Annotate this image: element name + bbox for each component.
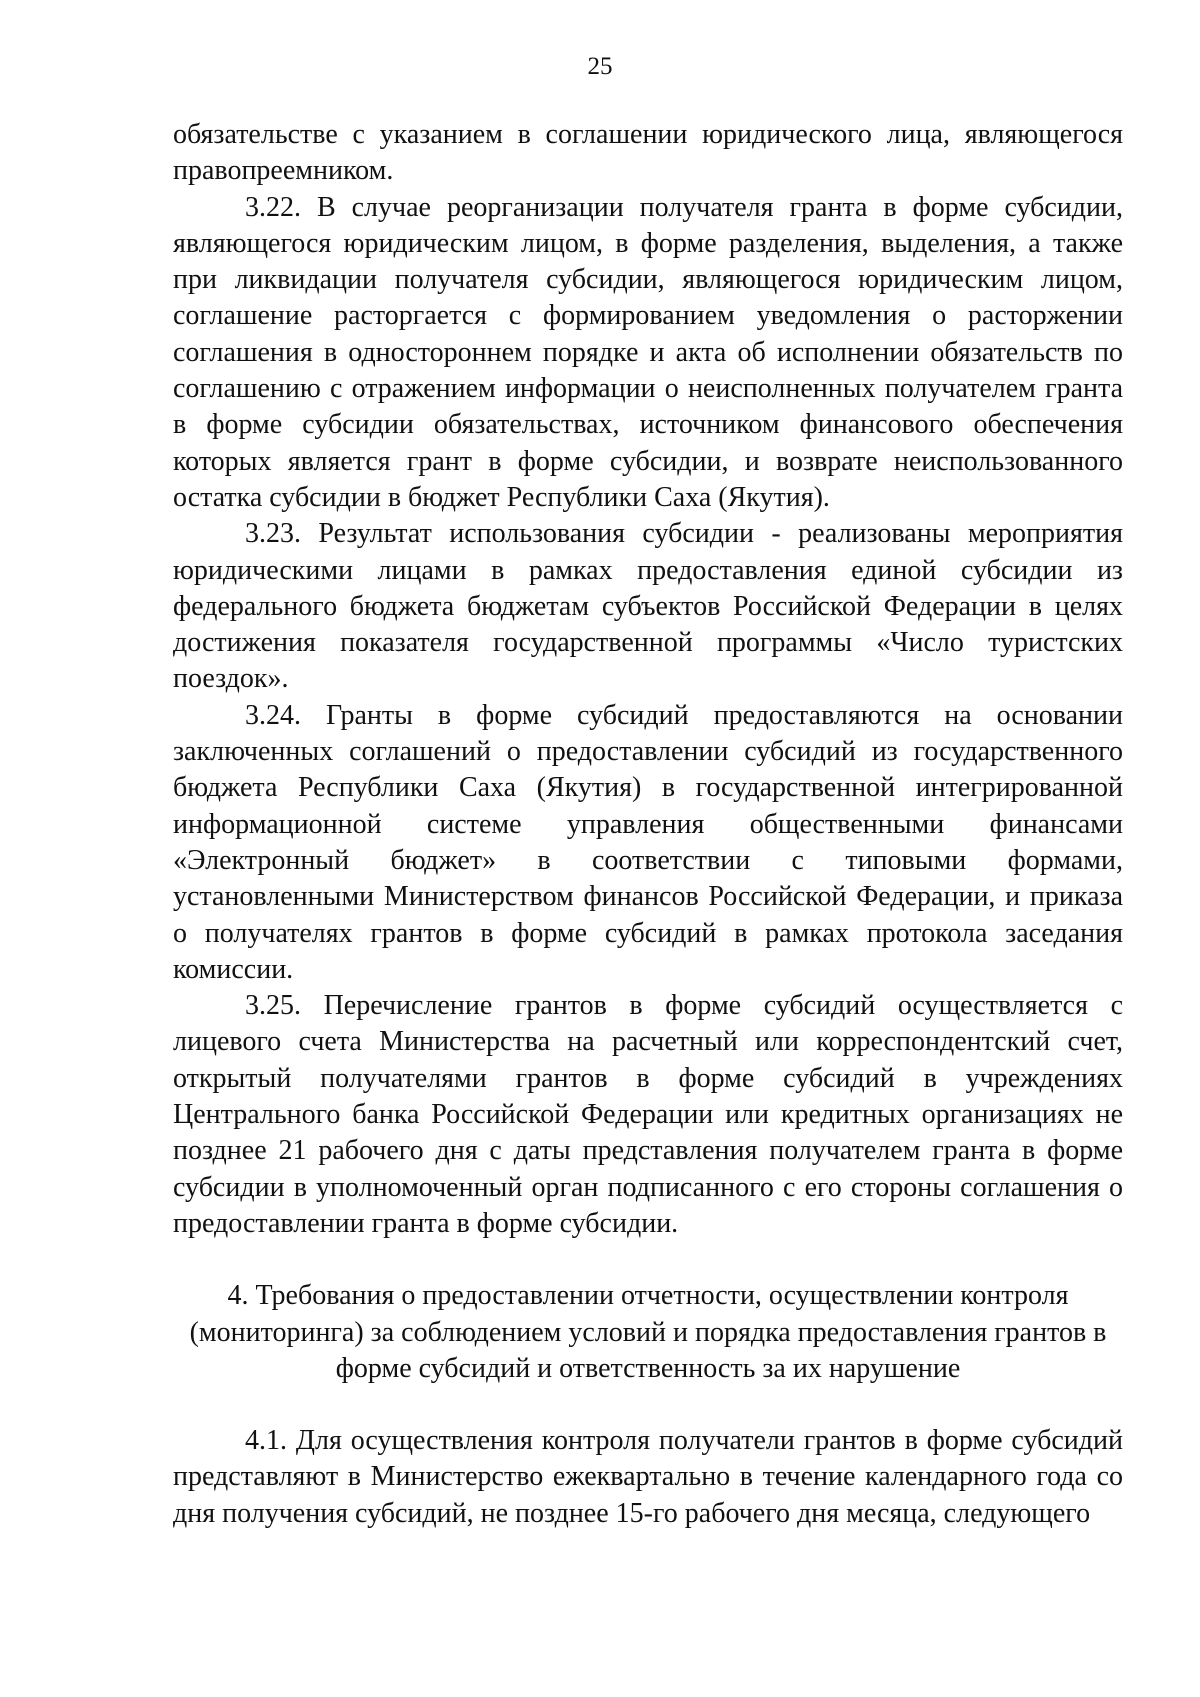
- section-heading: 4. Требования о предоставлении отчетности, осуществлении контроля (мониторинга) за соблюдением условий и порядка предоставления грантов в форме субсидий и ответственность за их нарушение: [189, 1280, 1107, 1384]
- page-number: 25: [587, 53, 613, 80]
- paragraph-3-24: 3.24. Гранты в форме субсидий предоставляются на основании заключенных соглашений о предоставлении субсидий из государственного бюджета Республики Саха (Якутия) в государственной интегрированной информационной системе управления общественными финансами «Электронный бюджет» в соответствии с типовыми формами, установленными Министерством финансов Российской Федерации, и приказа о получателях грантов в форме субсидий в рамках протокола заседания комиссии.: [173, 699, 1123, 985]
- spacer: [173, 1242, 1123, 1278]
- document-body: [173, 117, 1123, 1532]
- paragraph-3-25: 3.25. Перечисление грантов в форме субсидий осуществляется с лицевого счета Министерства на расчетный или корреспондентский счет, открытый получателями грантов в форме субсидий в учреждениях Центрального банка Российской Федерации или кредитных организациях не позднее 21 рабочего дня с даты представления получателем гранта в форме субсидии в уполномоченный орган подписанного с его стороны соглашения о предоставлении гранта в форме субсидии.: [173, 990, 1123, 1239]
- paragraph-continuation: обязательстве с указанием в соглашении юридического лица, являющегося правопреемником.: [173, 119, 1123, 187]
- spacer: [173, 1387, 1123, 1423]
- paragraph-3-23: 3.23. Результат использования субсидии - реализованы мероприятия юридическими лицами в рамках предоставления единой субсидии из федерального бюджета бюджетам субъектов Российской Федерации в целях достижения показателя государственной программы «Число туристских поездок».: [173, 518, 1123, 695]
- paragraph-4-1: 4.1. Для осуществления контроля получатели грантов в форме субсидий представляют в Министерство ежеквартально в течение календарного года со дня получения субсидий, не позднее 15-го рабочего дня месяца, следующего: [173, 1425, 1123, 1529]
- paragraph-3-22: 3.22. В случае реорганизации получателя гранта в форме субсидии, являющегося юридическим лицом, в форме разделения, выделения, а также при ликвидации получателя субсидии, являющегося юридическим лицом, соглашение расторгается с формированием уведомления о расторжении соглашения в одностороннем порядке и акта об исполнении обязательств по соглашению с отражением информации о неисполненных получателем гранта в форме субсидии обязательствах, источником финансового обеспечения которых является грант в форме субсидии, и возврате неиспользованного остатка субсидии в бюджет Республики Саха (Якутия).: [173, 191, 1123, 513]
